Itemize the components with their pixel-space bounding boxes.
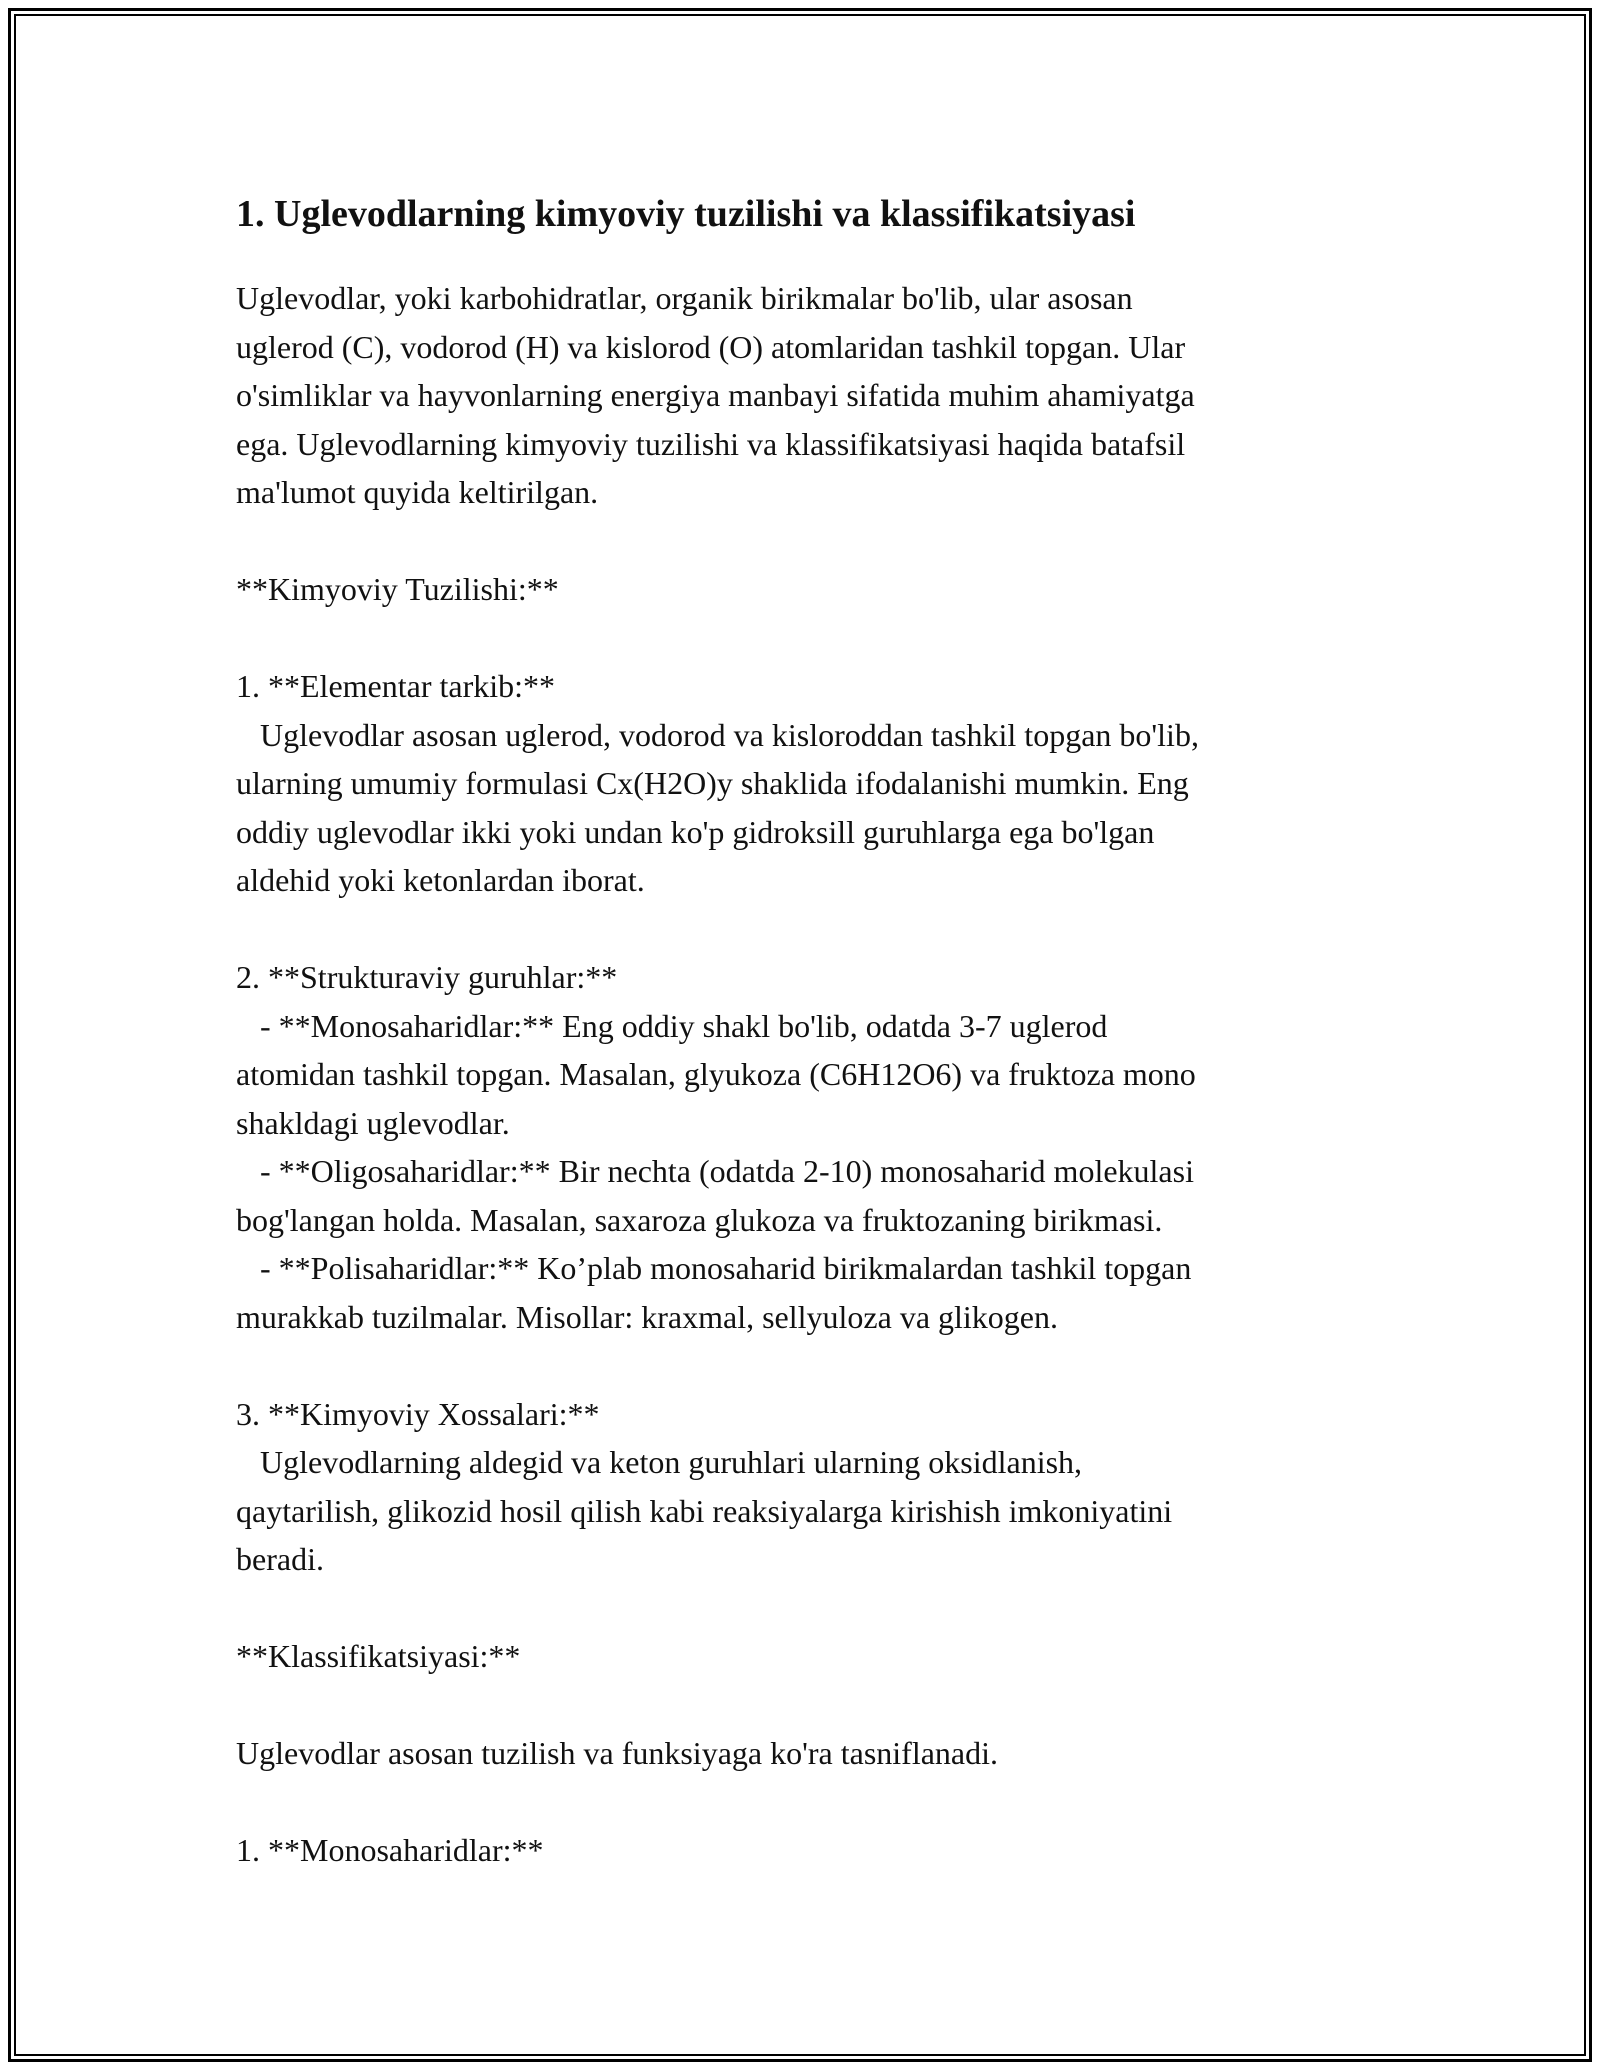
- item1-heading: 1. **Elementar tarkib:**: [236, 668, 556, 704]
- spacer: [236, 905, 1386, 954]
- item3-body: Uglevodlarning aldegid va keton guruhlari ularning oksidlanish, qaytarilish, glikozid hosil qilish kabi reaksiyalarga kirishish imkoniyatini beradi.: [236, 1444, 1173, 1577]
- spacer: [236, 1341, 1386, 1390]
- item2-body: - **Monosaharidlar:** Eng oddiy shakl bo'lib, odatda 3-7 uglerod atomidan tashkil topgan. Masalan, glyukoza (C6H12O6) va fruktoza mono shakldagi uglevodlar. - **Oligosaharidlar:** Bir nechta (odatda 2-10) monosaharid molekulasi bog'langan holda. Masalan, saxaroza glukoza va fruktozaning birikmasi. - **Polisaharidlar:** Ko’plab monosaharid birikmalardan tashkil topgan murakkab tuzilmalar. Misollar: kraxmal, sellyuloza va glikogen.: [236, 1007, 1196, 1335]
- item3-heading: 3. **Kimyoviy Xossalari:**: [236, 1395, 600, 1432]
- item1-body: Uglevodlar asosan uglerod, vodorod va kisloroddan tashkil topgan bo'lib, ularning umumiy formulasi Cx(H2O)y shaklida ifodalanishi mumkin. Eng oddiy uglevodlar ikki yoki undan ko'p gidroksill guruhlarga ega bo'lgan aldehid yoki ketonlardan iborat.: [236, 716, 1199, 898]
- spacer: [236, 1681, 1386, 1730]
- classification-intro: Uglevodlar asosan tuzilish va funksiyaga ko'ra tasniflanadi.: [236, 1735, 998, 1771]
- spacer: [236, 517, 1386, 566]
- spacer: [236, 1778, 1386, 1827]
- intro-paragraph: Uglevodlar, yoki karbohidratlar, organik birikmalar bo'lib, ular asosan uglerod (C), vodorod (H) va kislorod (O) atomlaridan tashkil topgan. Ular o'simliklar va hayvonlarning energiya manbayi sifatida muhim ahamiyatga ega. Uglevodlarning kimyoviy tuzilishi va klassifikatsiyasi haqida batafsil ma'lumot quyida keltirilgan.: [236, 280, 1195, 510]
- classification-heading: **Klassifikatsiyasi:**: [236, 1638, 521, 1674]
- document-title: 1. Uglevodlarning kimyoviy tuzilishi va klassifikatsiyasi: [236, 193, 1136, 235]
- spacer: [236, 614, 1386, 663]
- spacer: [236, 1584, 1386, 1633]
- structure-heading: **Kimyoviy Tuzilishi:**: [236, 571, 559, 607]
- item2-heading: 2. **Strukturaviy guruhlar:**: [236, 959, 618, 995]
- class-item1-heading: 1. **Monosaharidlar:**: [236, 1832, 544, 1868]
- document-body: [236, 186, 1386, 1875]
